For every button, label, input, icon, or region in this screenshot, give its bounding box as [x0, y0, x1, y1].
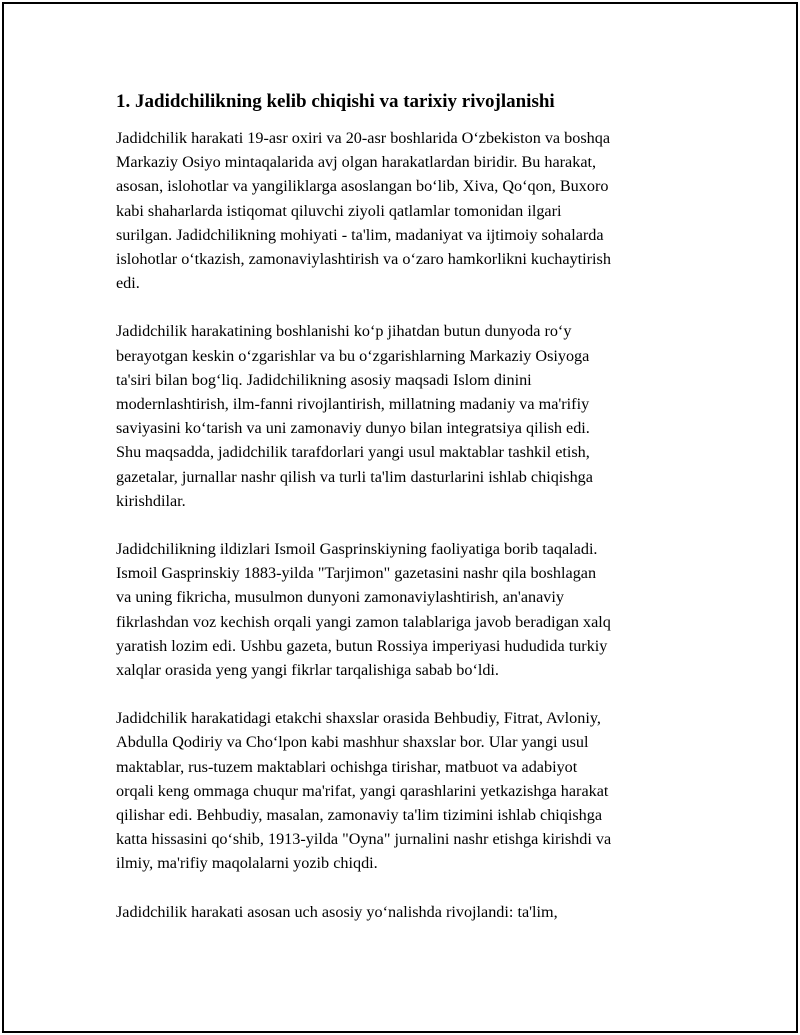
paragraph-line: Jadidchilik harakatining boshlanishi ko‘p jihatdan butun dunyoda ro‘y — [116, 322, 572, 341]
paragraph-line: kabi shaharlarda istiqomat qiluvchi ziyoli qatlamlar tomonidan ilgari — [116, 201, 562, 220]
paragraph-line: kirishdilar. — [116, 491, 186, 510]
paragraph-line: yaratish lozim edi. Ushbu gazeta, butun Rossiya imperiyasi hududida turkiy — [116, 636, 608, 655]
paragraph-4 — [116, 706, 686, 875]
paragraph-line: edi. — [116, 274, 140, 293]
paragraph-3 — [116, 537, 686, 682]
paragraph-line: maktablar, rus-tuzem maktablari ochishga tirishar, matbuot va adabiyot — [116, 757, 578, 776]
paragraph-line: Jadidchilik harakati asosan uch asosiy yo‘nalishda rivojlandi: ta'lim, — [116, 902, 558, 921]
paragraph-line: saviyasini ko‘tarish va uni zamonaviy dunyo bilan integratsiya qilish edi. — [116, 419, 590, 438]
paragraph-line: katta hissasini qo‘shib, 1913-yilda "Oyna" jurnalini nashr etishga kirishdi va — [116, 830, 612, 849]
paragraph-line: ta'siri bilan bog‘liq. Jadidchilikning asosiy maqsadi Islom dinini — [116, 370, 532, 389]
section-heading: 1. Jadidchilikning kelib chiqishi va tarixiy rivojlanishi — [116, 91, 555, 112]
paragraph-1 — [116, 126, 686, 295]
paragraph-line: Jadidchilik harakatidagi etakchi shaxslar orasida Behbudiy, Fitrat, Avloniy, — [116, 709, 601, 728]
paragraph-line: va uning fikricha, musulmon dunyoni zamonaviylashtirish, an'anaviy — [116, 588, 564, 607]
paragraph-line: fikrlashdan voz kechish orqali yangi zamon talablariga javob beradigan xalq — [116, 612, 611, 631]
paragraph-line: orqali keng ommaga chuqur ma'rifat, yangi qarashlarini yetkazishga harakat — [116, 781, 609, 800]
paragraph-line: xalqlar orasida yeng yangi fikrlar tarqalishiga sabab bo‘ldi. — [116, 661, 499, 680]
paragraph-line: surilgan. Jadidchilikning mohiyati - ta'lim, madaniyat va ijtimoiy sohalarda — [116, 225, 604, 244]
paragraph-line: Ismoil Gasprinskiy 1883-yilda "Tarjimon" gazetasini nashr qila boshlagan — [116, 564, 597, 583]
paragraph-line: qilishar edi. Behbudiy, masalan, zamonaviy ta'lim tizimini ishlab chiqishga — [116, 806, 603, 825]
paragraph-line: modernlashtirish, ilm-fanni rivojlantirish, millatning madaniy va ma'rifiy — [116, 395, 590, 414]
paragraph-line: berayotgan keskin o‘zgarishlar va bu o‘zgarishlarning Markaziy Osiyoga — [116, 346, 590, 365]
paragraph-line: islohotlar o‘tkazish, zamonaviylashtirish va o‘zaro hamkorlikni kuchaytirish — [116, 250, 611, 269]
paragraph-line: Abdulla Qodiriy va Cho‘lpon kabi mashhur shaxslar bor. Ular yangi usul — [116, 733, 589, 752]
paragraph-line: Shu maqsadda, jadidchilik tarafdorlari yangi usul maktablar tashkil etish, — [116, 443, 590, 462]
paragraph-line: Jadidchilikning ildizlari Ismoil Gasprinskiyning faoliyatiga borib taqaladi. — [116, 540, 598, 559]
paragraph-5 — [116, 900, 686, 924]
paragraph-line: Markaziy Osiyo mintaqalarida avj olgan harakatlardan biridir. Bu harakat, — [116, 153, 597, 172]
paragraph-line: asosan, islohotlar va yangiliklarga asoslangan bo‘lib, Xiva, Qo‘qon, Buxoro — [116, 177, 609, 196]
paragraph-line: ilmiy, ma'rifiy maqolalarni yozib chiqdi. — [116, 854, 378, 873]
paragraph-line: gazetalar, jurnallar nashr qilish va turli ta'lim dasturlarini ishlab chiqishga — [116, 467, 593, 486]
paragraph-line: Jadidchilik harakati 19-asr oxiri va 20-asr boshlarida O‘zbekiston va boshqa — [116, 129, 611, 147]
paragraph-2 — [116, 319, 686, 513]
document-body — [116, 88, 686, 924]
